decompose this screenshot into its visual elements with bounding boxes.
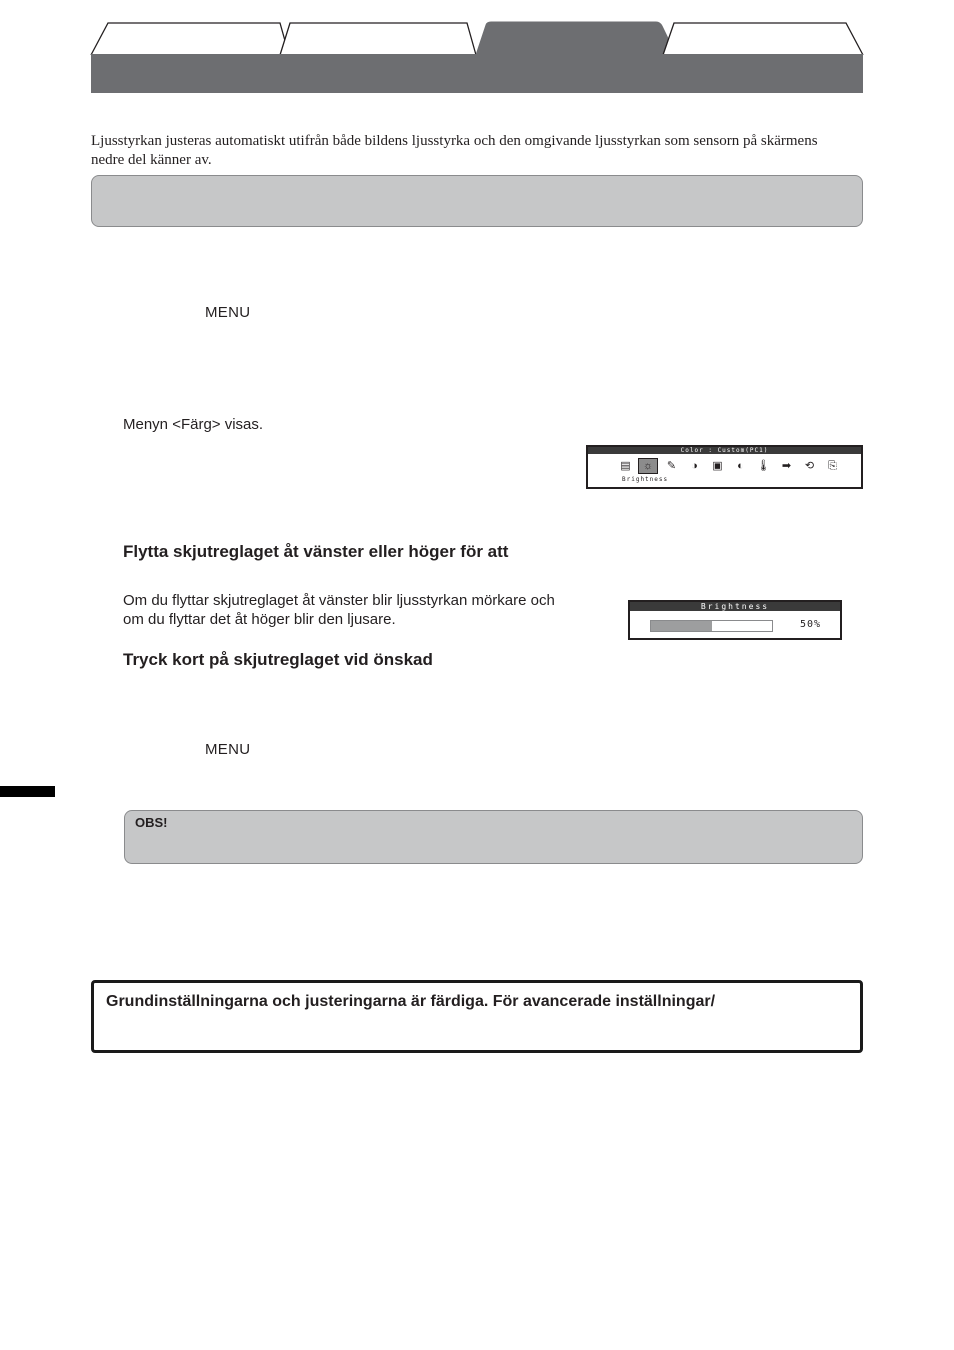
obs-box [124,810,863,864]
side-page-marker [0,786,55,797]
menu-key-1: MENU [205,304,251,321]
contrast-icon: ◑ [691,460,698,472]
osd-menu-title: Color : Custom(PC1) [588,447,861,454]
confirm-heading: Tryck kort på skjutreglaget vid önskad [123,650,433,669]
brightness-icon: ☼ [639,459,657,473]
brightness-slider-fill [651,621,712,631]
saturation-icon: ◐ [737,460,744,472]
temperature-icon: 🌡 [756,460,771,472]
slider-heading: Flytta skjutreglaget åt vänster eller höger för att [123,542,509,561]
menu-shown-text: Menyn <Färg> visas. [123,416,264,433]
slider-value: 50% [800,619,822,630]
tab-4 [663,23,863,55]
header-bar [91,54,863,93]
menu-key-2: MENU [205,741,251,758]
gamma-icon: ▣ [712,460,723,472]
intro-text: Ljusstyrkan justeras automatiskt utifrån både bildens ljusstyrka och den omgivande ljusstyrkan som sensorn på skärmens nedre del känner av. [91,133,818,168]
osd-icon-row [614,459,844,473]
tab-3-active [476,22,676,55]
final-note-text: Grundinställningarna och justeringarna är färdiga. För avancerade inställningar/ [106,993,716,1010]
tab-1 [91,23,289,55]
slider-title: Brightness [630,602,840,611]
brightness-slider-osd [628,600,842,640]
obs-label: OBS! [135,815,168,830]
header-tabs [90,20,865,56]
info-box [91,175,863,227]
arrow-right-icon: ➡ [781,460,792,472]
slider-explain: Om du flyttar skjutreglaget åt vänster blir ljusstyrkan mörkare och om du flyttar det åt höger blir den ljusare. [123,592,555,628]
osd-color-menu [586,445,863,489]
pen-icon: ✎ [666,460,677,472]
brightness-slider-track[interactable] [650,620,773,632]
monitor-icon: ▤ [620,460,631,472]
final-note-box [91,980,863,1053]
reset-icon: ⟲ [804,460,815,472]
return-icon: ⎘ [828,460,837,472]
osd-selected-caption: Brightness [622,476,669,483]
tab-2 [280,23,476,55]
